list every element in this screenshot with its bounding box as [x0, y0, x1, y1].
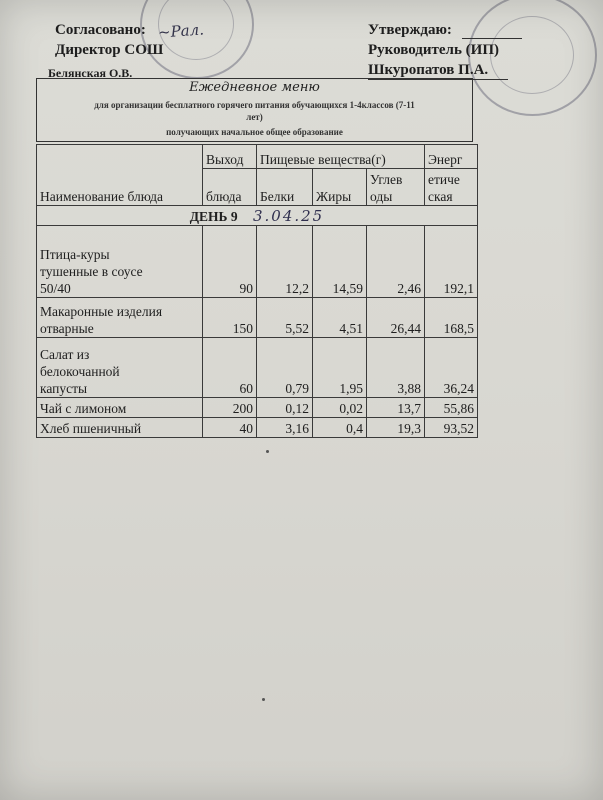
head-name: Шкуропатов П.А.: [368, 62, 489, 78]
carbs-cell: 26,44: [367, 298, 425, 338]
director-signature: ~Рал.: [157, 20, 205, 42]
approve-label: Утверждаю:: [368, 22, 452, 38]
menu-subtitle-line-3: получающих начальное общее образование: [166, 127, 343, 137]
dish-name-line: Макаронные изделия: [40, 304, 163, 319]
yield-cell: 150: [203, 298, 257, 338]
energy-cell: 55,86: [425, 398, 478, 418]
fat-cell: 14,59: [313, 226, 367, 298]
day-cell: [37, 206, 478, 226]
fat-cell: 0,02: [313, 398, 367, 418]
dish-name-cell: [37, 338, 203, 398]
menu-title-box: [36, 78, 473, 142]
yield-cell: 90: [203, 226, 257, 298]
yield-cell: 40: [203, 418, 257, 438]
protein-cell: 0,79: [257, 338, 313, 398]
table-row: [37, 226, 478, 298]
table-row: [37, 298, 478, 338]
energy-cell: 93,52: [425, 418, 478, 438]
header-energy-3: ская: [428, 189, 453, 204]
carbs-cell: 3,88: [367, 338, 425, 398]
day-row: [37, 206, 478, 226]
menu-subtitle-line-1: для организации бесплатного горячего питания обучающихся 1-4классов (7-11: [94, 100, 415, 110]
dish-name-line: Хлеб пшеничный: [40, 421, 142, 436]
agreed-label: Согласовано:: [55, 22, 146, 38]
right-stamp-inner-ring: [490, 16, 574, 94]
header-carbs: [367, 169, 425, 206]
header-energy-2: етиче: [428, 172, 460, 187]
director-label: Директор СОШ: [55, 42, 164, 58]
fat-cell: 1,95: [313, 338, 367, 398]
day-date: 3.04.25: [252, 207, 325, 225]
dish-name-line: Птица-куры: [40, 247, 110, 262]
day-label: ДЕНЬ 9: [189, 209, 238, 224]
protein-cell: 3,16: [257, 418, 313, 438]
approve-signature-line: [462, 38, 522, 39]
menu-subtitle-line-2: лет): [246, 112, 263, 122]
dish-name-line: отварные: [40, 321, 94, 336]
carbs-cell: 13,7: [367, 398, 425, 418]
energy-cell: 192,1: [425, 226, 478, 298]
protein-cell: 12,2: [257, 226, 313, 298]
table-row: [37, 418, 478, 438]
yield-cell: 60: [203, 338, 257, 398]
menu-title: Ежедневное меню: [189, 80, 320, 95]
header-nutrients: Пищевые вещества(г): [257, 145, 425, 169]
energy-cell: 36,24: [425, 338, 478, 398]
dish-name-line: белокочанной: [40, 364, 120, 379]
header-yield-1: Выход: [203, 145, 257, 169]
dish-name-line: тушенные в соусе: [40, 264, 143, 279]
dish-name-line: Чай с лимоном: [40, 401, 127, 416]
dish-name-line: капусты: [40, 381, 88, 396]
protein-cell: 5,52: [257, 298, 313, 338]
header-fat: Жиры: [313, 169, 367, 206]
fat-cell: 4,51: [313, 298, 367, 338]
header-carbs-1: Углев: [370, 172, 403, 187]
menu-table: [36, 144, 478, 438]
header-dish: Наименование блюда: [37, 145, 203, 206]
dish-name-line: 50/40: [40, 281, 71, 296]
header-energy-1: Энерг: [425, 145, 478, 169]
director-name: Белянская О.В.: [48, 66, 133, 80]
header-yield-2: блюда: [203, 169, 257, 206]
carbs-cell: 2,46: [367, 226, 425, 298]
protein-cell: 0,12: [257, 398, 313, 418]
menu-rows: [37, 226, 478, 438]
dish-name-cell: [37, 398, 203, 418]
dish-name-cell: [37, 226, 203, 298]
header-protein: Белки: [257, 169, 313, 206]
head-label: Руководитель (ИП): [368, 42, 499, 58]
table-header-row: [37, 145, 478, 169]
scan-dot: [266, 450, 269, 453]
dish-name-cell: [37, 298, 203, 338]
fat-cell: 0,4: [313, 418, 367, 438]
dish-name-cell: [37, 418, 203, 438]
table-row: [37, 338, 478, 398]
header-energy: [425, 169, 478, 206]
dish-name-line: Салат из: [40, 347, 90, 362]
carbs-cell: 19,3: [367, 418, 425, 438]
table-row: [37, 398, 478, 418]
header-carbs-2: оды: [370, 189, 393, 204]
energy-cell: 168,5: [425, 298, 478, 338]
yield-cell: 200: [203, 398, 257, 418]
scan-dot: [262, 698, 265, 701]
